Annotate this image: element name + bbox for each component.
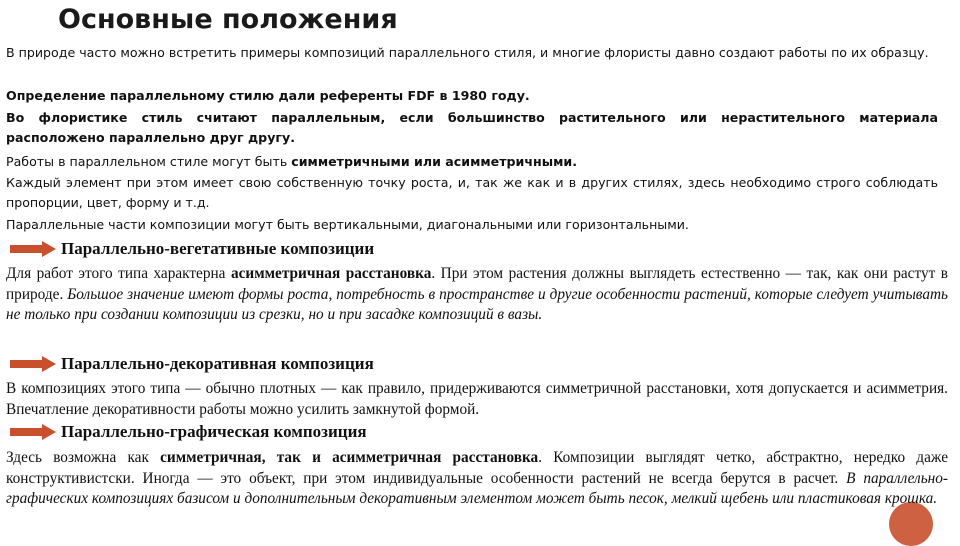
section-heading-label: Параллельно-декоративная композиция	[61, 354, 374, 373]
page-title: Основные положения	[58, 4, 398, 35]
section-text-part: Для работ этого типа характерна	[6, 265, 231, 282]
section-text-italic: В параллельно-графических композициях базисом и дополнительным декоративным элементом может быть песок, мелкий щебень или пластиковая крошка.	[6, 469, 949, 507]
section-heading-decorative	[10, 354, 374, 374]
intro-paragraph-6: Параллельные части композиции могут быть вертикальными, диагональными или горизонтальными.	[6, 217, 689, 232]
section-text-bold: асимметричная расстановка	[230, 265, 432, 282]
intro-paragraph-2	[6, 86, 938, 106]
section-text-vegetative	[6, 264, 948, 326]
intro-paragraph-4-text: Работы в параллельном стиле могут быть	[6, 154, 292, 169]
section-heading-graphic	[10, 422, 367, 442]
section-text-graphic	[6, 448, 948, 510]
intro-paragraph-3	[6, 108, 938, 148]
section-heading-label: Параллельно-вегетативные композиции	[61, 239, 375, 258]
intro-paragraph-1: В природе часто можно встретить примеры композиций параллельного стиля, и многие флористы давно создают работы по их образцу.	[6, 45, 929, 60]
section-text-bold: симметричная, так и асимметричная расстановка	[160, 449, 539, 466]
intro-paragraph-4	[6, 152, 938, 172]
arrow-right-icon	[10, 241, 56, 257]
section-text-part: . При этом растения должны выглядеть естественно — так, как они растут в природе.	[6, 265, 948, 303]
section-text-italic: Большое значение имеют формы роста, потребность в пространстве и другие особенности растений, которые следует учитывать не только при создании композиции из срезки, но и при засадке композиций в вазы.	[6, 285, 948, 323]
section-heading-label: Параллельно-графическая композиция	[61, 422, 367, 441]
section-text-decorative: В композициях этого типа — обычно плотных — как правило, придерживаются симметричной расстановки, хотя допускается и асимметрия. Впечатление декоративности работы можно усилить замкнутой формой.	[6, 380, 948, 418]
section-text-part: . Композиции выглядят четко, абстрактно, нередко даже конструктивистски. Иногда — это объект, при этом индивидуальные особенности растений не всегда берутся в расчет.	[6, 449, 949, 487]
intro-paragraph-5: Каждый элемент при этом имеет свою собственную точку роста, и, так же как и в других стилях, здесь необходимо строго соблюдать пропорции, цвет, форму и т.д.	[6, 175, 938, 210]
intro-paragraph-2-text: Определение параллельному стилю дали референты FDF в 1980 году.	[6, 88, 530, 103]
section-heading-vegetative	[10, 239, 374, 259]
intro-paragraph-3-text: Во флористике стиль считают параллельным, если большинство растительного или нерастительного материала расположено параллельно друг другу.	[6, 110, 938, 145]
arrow-right-icon	[10, 356, 56, 372]
arrow-right-icon	[10, 424, 56, 440]
intro-paragraph-4-bold: симметричными или асимметричными.	[291, 154, 577, 169]
section-text-part: Здесь возможна как	[6, 449, 161, 466]
